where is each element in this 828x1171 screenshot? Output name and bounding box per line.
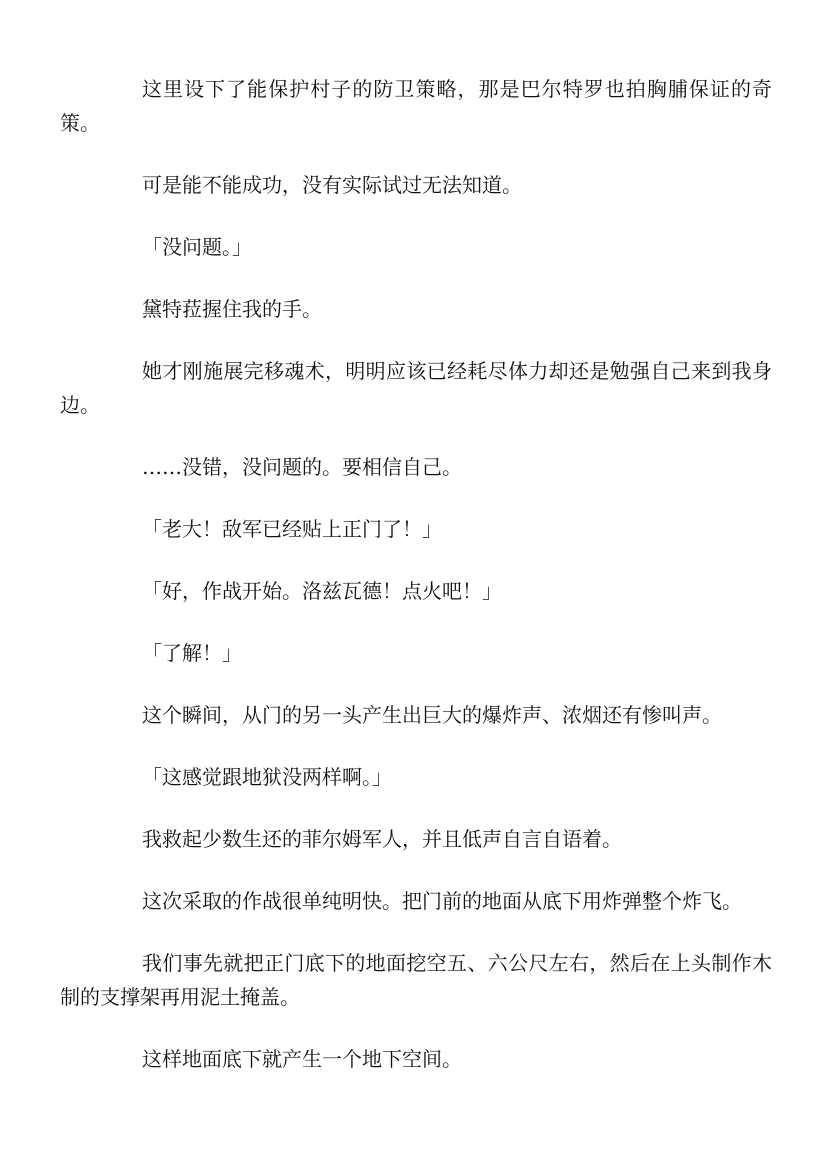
paragraph-3: 「没问题。」	[142, 235, 252, 259]
paragraph-10: 这个瞬间，从门的另一头产生出巨大的爆炸声、浓烟还有惨叫声。	[142, 703, 722, 727]
paragraph-13: 这次采取的作战很单纯明快。把门前的地面从底下用炸弹整个炸飞。	[142, 889, 742, 913]
paragraph-4: 黛特菈握住我的手。	[142, 297, 322, 321]
paragraph-5: 她才刚施展完移魂术，明明应该已经耗尽体力却还是勉强自己来到我身边。	[60, 359, 772, 417]
paragraph-7: 「老大！敌军已经贴上正门了！」	[142, 517, 442, 541]
paragraph-8: 「好，作战开始。洛兹瓦德！点火吧！」	[142, 579, 502, 603]
paragraph-6: ……没错，没问题的。要相信自己。	[142, 455, 462, 479]
paragraph-9: 「了解！」	[142, 641, 242, 665]
paragraph-11: 「这感觉跟地狱没两样啊。」	[142, 765, 392, 789]
paragraph-1: 这里设下了能保护村子的防卫策略，那是巴尔特罗也拍胸脯保证的奇策。	[60, 77, 772, 135]
paragraph-2: 可是能不能成功，没有实际试过无法知道。	[142, 173, 522, 197]
paragraph-15: 这样地面底下就产生一个地下空间。	[142, 1047, 462, 1071]
paragraph-14: 我们事先就把正门底下的地面挖空五、六公尺左右，然后在上头制作木制的支撑架再用泥土掩盖。	[60, 951, 772, 1009]
paragraph-12: 我救起少数生还的菲尔姆军人，并且低声自言自语着。	[142, 827, 622, 851]
